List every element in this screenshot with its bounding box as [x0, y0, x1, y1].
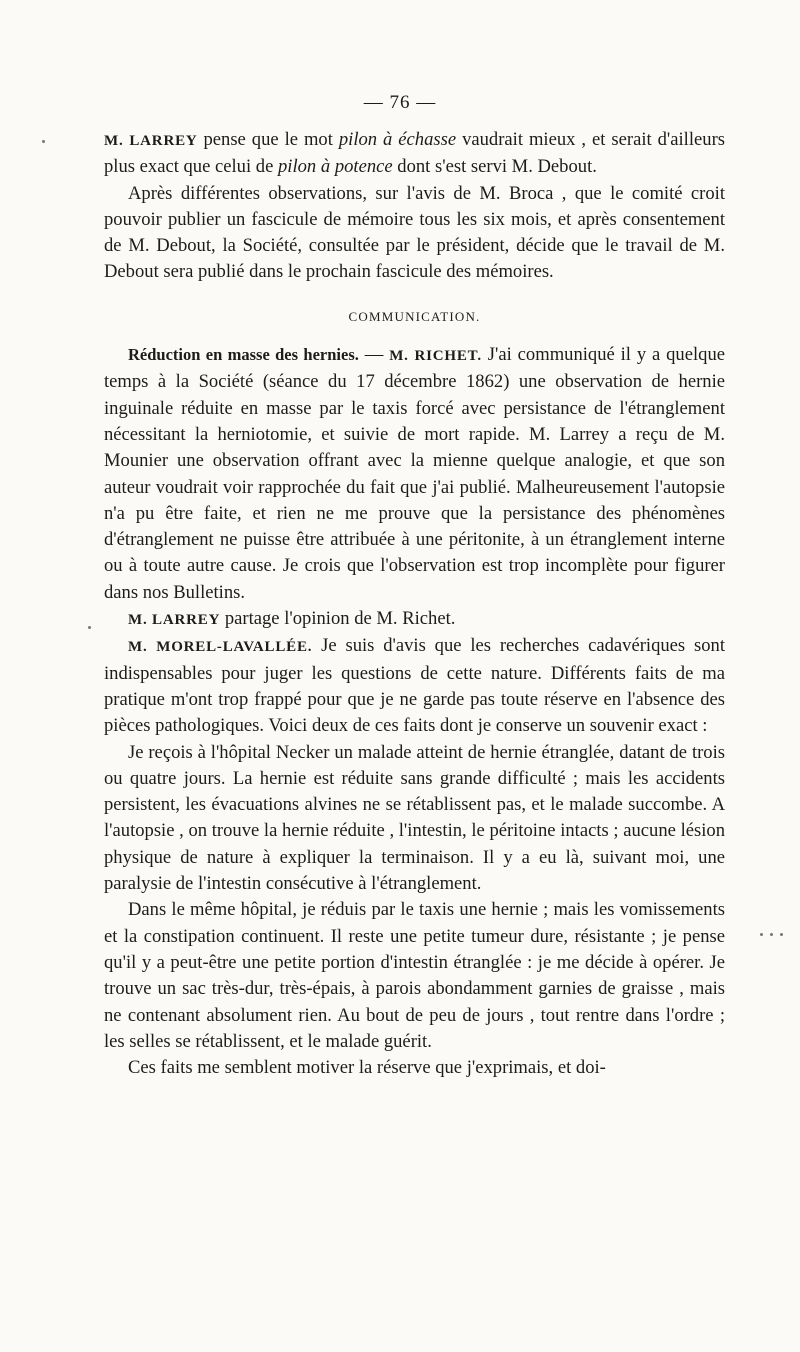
paragraph-morel-lavallee	[104, 633, 725, 739]
margin-speck	[770, 933, 773, 936]
margin-speck	[42, 140, 45, 143]
paragraph-larrey-agrees	[104, 606, 725, 633]
margin-speck	[760, 933, 763, 936]
subject-title: Réduction en masse des hernies.	[128, 345, 359, 365]
paragraph-larrey-pilon	[104, 127, 725, 181]
paragraph-necker-case: Je reçois à l'hôpital Necker un malade atteint de hernie étranglée, datant de trois ou quatre jours. La hernie est réduite sans grande difficulté ; mais les accidents persistent, les évacuations alvines ne se rétablissent pas, et le malade succombe. A l'autopsie , on trouve la hernie réduite , l'intestin, le péritoine intacts ; aucune lésion physique de nature à expliquer la terminaison. Il y a eu là, suivant moi, une paralysie de l'intestin consécutive à l'étranglement.	[104, 741, 725, 895]
text-run: Je suis d'avis que les recherches cadavériques sont indispensables pour juger les questions de cette nature. Différents faits de ma pratique m'ont trop frappé pour que je ne garde pas toute réserve en l'absence des pièces pathologiques. Voici deux de ces faits dont je conserve un souvenir exact :	[104, 635, 725, 737]
body-text	[104, 127, 725, 1081]
text-run: pense que le mot	[197, 129, 339, 150]
paragraph-conclusion: Ces faits me semblent motiver la réserve que j'exprimais, et doi-	[128, 1057, 606, 1079]
text-run: dont s'est servi M. Debout.	[392, 156, 597, 178]
paragraph-richet-communication	[104, 342, 725, 606]
margin-speck	[88, 626, 91, 629]
text-run: —	[358, 344, 390, 366]
text-run: vaudrait mieux , et serait d'ailleurs plus exact que celui de	[104, 129, 725, 178]
margin-speck	[780, 933, 783, 936]
speaker-name: M. RICHET.	[389, 348, 482, 365]
italic-term: pilon à échasse	[338, 129, 457, 150]
paragraph-comite-decision: Après différentes observations, sur l'avis de M. Broca , que le comité croit pouvoir publier un fascicule de mémoire tous les six mois, et après consentement de M. Debout, la Société, consultée par le président, décide que le travail de M. Debout sera publié dans le prochain fascicule des mémoires.	[104, 182, 725, 283]
text-run: partage l'opinion de M. Richet.	[220, 608, 456, 630]
italic-term: pilon à potence	[278, 156, 393, 178]
page-number: — 76 —	[363, 92, 437, 113]
speaker-name: M. MOREL-LAVALLÉE.	[128, 639, 313, 656]
text-run: J'ai communiqué il y a quelque temps à la Société (séance du 17 décembre 1862) une observation de hernie inguinale réduite en masse par le taxis forcé avec persistance de l'étranglement nécessitant la herniotomie, et suivie de mort rapide. M. Larrey a reçu de M. Mounier une observation offrant avec la mienne quelque analogie, et que son auteur voudrait voir rapprochée du fait que j'ai publié. Malheureusement l'autopsie n'a pu être faite, et rien ne me prouve que la persistance des phénomènes d'étranglement ne puisse être attribuée à une péritonite, à un étranglement interne ou à toute autre cause. Je crois que l'observation est trop incomplète pour figurer dans nos Bulletins.	[104, 344, 725, 603]
section-heading: COMMUNICATION.	[348, 308, 481, 324]
speaker-name: M. LARREY	[104, 133, 198, 149]
paragraph-second-case: Dans le même hôpital, je réduis par le taxis une hernie ; mais les vomissements et la constipation continuent. Il reste une petite tumeur dure, résistante ; je pense qu'il y a peut-être une petite portion d'intestin étranglée : je me décide à opérer. Je trouve un sac très-dur, très-épais, à parois abondamment garnies de graisse , mais ne contenant absolument rien. Au bout de peu de jours , tout rentre dans l'ordre ; les selles se rétablissent, et le malade guérit.	[104, 899, 725, 1052]
speaker-name: M. LARREY	[128, 612, 221, 629]
